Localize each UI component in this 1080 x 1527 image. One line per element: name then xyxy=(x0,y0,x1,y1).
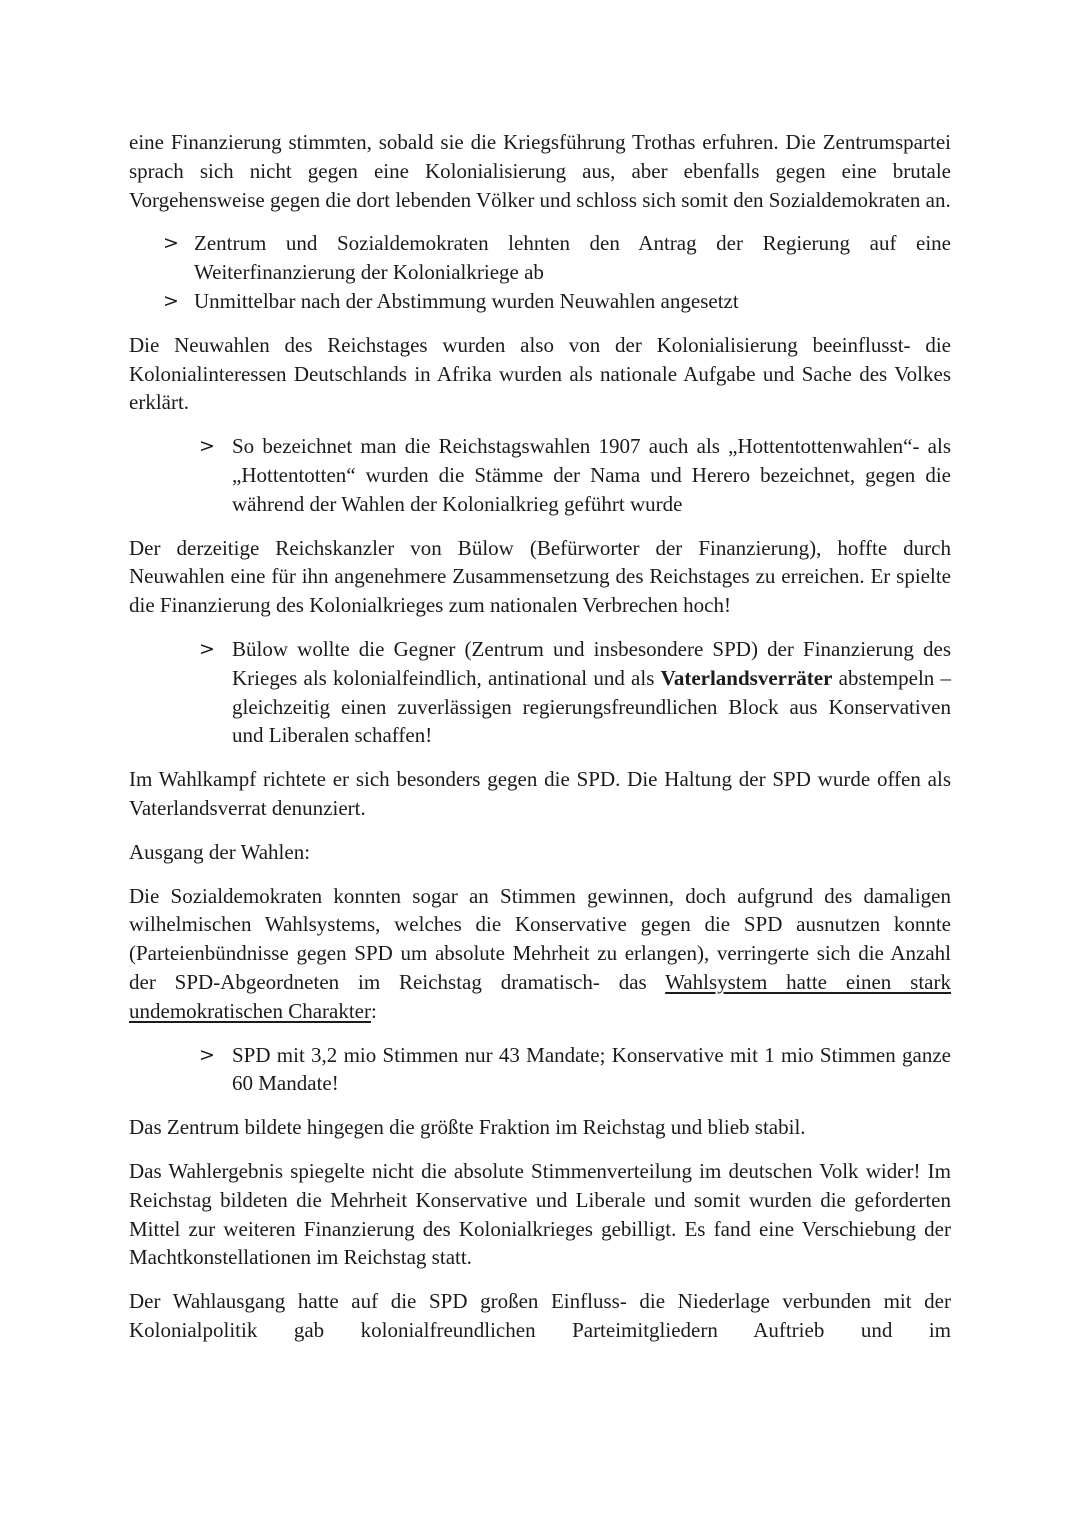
bullet-text-end: abstempeln – gleichzeitig einen zuverlässigen regierungsfreundlichen Block aus Konservativen und Liberalen schaffen! xyxy=(232,665,952,748)
paragraph-1: eine Finanzierung stimmten, sobald sie die Kriegsführung Trothas erfuhren. Die Zentrumspartei sprach sich nicht gegen eine Kolonialisierung aus, aber ebenfalls gegen eine brutale Vorgehensweise gegen die dort lebenden Völker und schloss sich somit den Sozialdemokraten an. xyxy=(129,130,951,212)
bullet-item xyxy=(129,1041,951,1099)
bullet-list-4 xyxy=(129,1041,951,1099)
paragraph-6 xyxy=(129,882,951,1026)
paragraph-6-end: : xyxy=(371,998,377,1023)
paragraph-5-heading: Ausgang der Wahlen: xyxy=(129,839,311,864)
bullet-text-bold: Vaterlandsverräter xyxy=(660,665,833,690)
paragraph-3: Der derzeitige Reichskanzler von Bülow (Befürworter der Finanzierung), hoffte durch Neuwahlen eine für ihn angenehmere Zusammensetzung des Reichstages zu erreichen. Er spielte die Finanzierung des Kolonialkrieges zum nationalen Verbrechen hoch! xyxy=(129,535,951,618)
paragraph-6-text: Die Sozialdemokraten konnten sogar an Stimmen gewinnen, doch aufgrund des damaligen wilhelmischen Wahlsystems, welches die Konservative gegen die SPD ausnutzen konnte (Parteienbündnisse gegen SPD um absolute Mehrheit zu erlangen), verringerte sich die Anzahl der SPD-Abgeordneten im Reichstag dramatisch- das xyxy=(129,883,951,994)
bullet-arrow-icon: > xyxy=(163,232,179,255)
bullet-arrow-icon: > xyxy=(199,435,215,458)
paragraph-9: Der Wahlausgang hatte auf die SPD großen Einfluss- die Niederlage verbunden mit der Kolonialpolitik gab kolonialfreundlichen Parteimitgliedern Auftrieb und im xyxy=(129,1289,951,1342)
bullet-text: Unmittelbar nach der Abstimmung wurden Neuwahlen angesetzt xyxy=(194,288,739,313)
bullet-arrow-icon: > xyxy=(163,289,179,312)
paragraph-4: Im Wahlkampf richtete er sich besonders gegen die SPD. Die Haltung der SPD wurde offen als Vaterlandsverrat denunziert. xyxy=(129,767,951,820)
bullet-list-3 xyxy=(129,635,951,750)
bullet-text: So bezeichnet man die Reichstagswahlen 1907 auch als „Hottentottenwahlen“- als „Hottentotten“ wurden die Stämme der Nama und Herero bezeichnet, gegen die während der Wahlen der Kolonialkrieg geführt wurde xyxy=(232,434,951,516)
bullet-list-1 xyxy=(129,229,951,315)
bullet-list-2 xyxy=(129,432,951,518)
paragraph-6-underlined: Wahlsystem hatte einen stark undemokratischen Charakter xyxy=(129,969,951,1023)
paragraph-8: Das Wahlergebnis spiegelte nicht die absolute Stimmenverteilung im deutschen Volk wider! Im Reichstag bildeten die Mehrheit Konservative und Liberale und somit wurden die geforderten Mittel zur weiteren Finanzierung des Kolonialkrieges gebilligt. Es fand eine Verschiebung der Machtkonstellationen im Reichstag statt. xyxy=(129,1158,951,1270)
bullet-text-start: Bülow wollte die Gegner (Zentrum und insbesondere SPD) der Finanzierung des Krieges als kolonialfeindlich, antinational und als xyxy=(232,636,951,690)
bullet-item xyxy=(129,432,951,518)
document-page xyxy=(129,128,951,1360)
bullet-text: SPD mit 3,2 mio Stimmen nur 43 Mandate; Konservative mit 1 mio Stimmen ganze 60 Mandate! xyxy=(232,1042,951,1096)
bullet-arrow-icon: > xyxy=(199,637,215,660)
bullet-item xyxy=(129,229,951,287)
paragraph-2: Die Neuwahlen des Reichstages wurden also von der Kolonialisierung beeinflusst- die Kolonialinteressen Deutschlands in Afrika wurden als nationale Aufgabe und Sache des Volkes erklärt. xyxy=(129,332,951,415)
bullet-item xyxy=(129,287,951,316)
bullet-arrow-icon: > xyxy=(199,1043,215,1066)
bullet-item xyxy=(129,635,951,750)
paragraph-7: Das Zentrum bildete hingegen die größte Fraktion im Reichstag und blieb stabil. xyxy=(129,1115,806,1140)
bullet-text: Zentrum und Sozialdemokraten lehnten den Antrag der Regierung auf eine Weiterfinanzierung der Kolonialkriege ab xyxy=(194,231,951,285)
